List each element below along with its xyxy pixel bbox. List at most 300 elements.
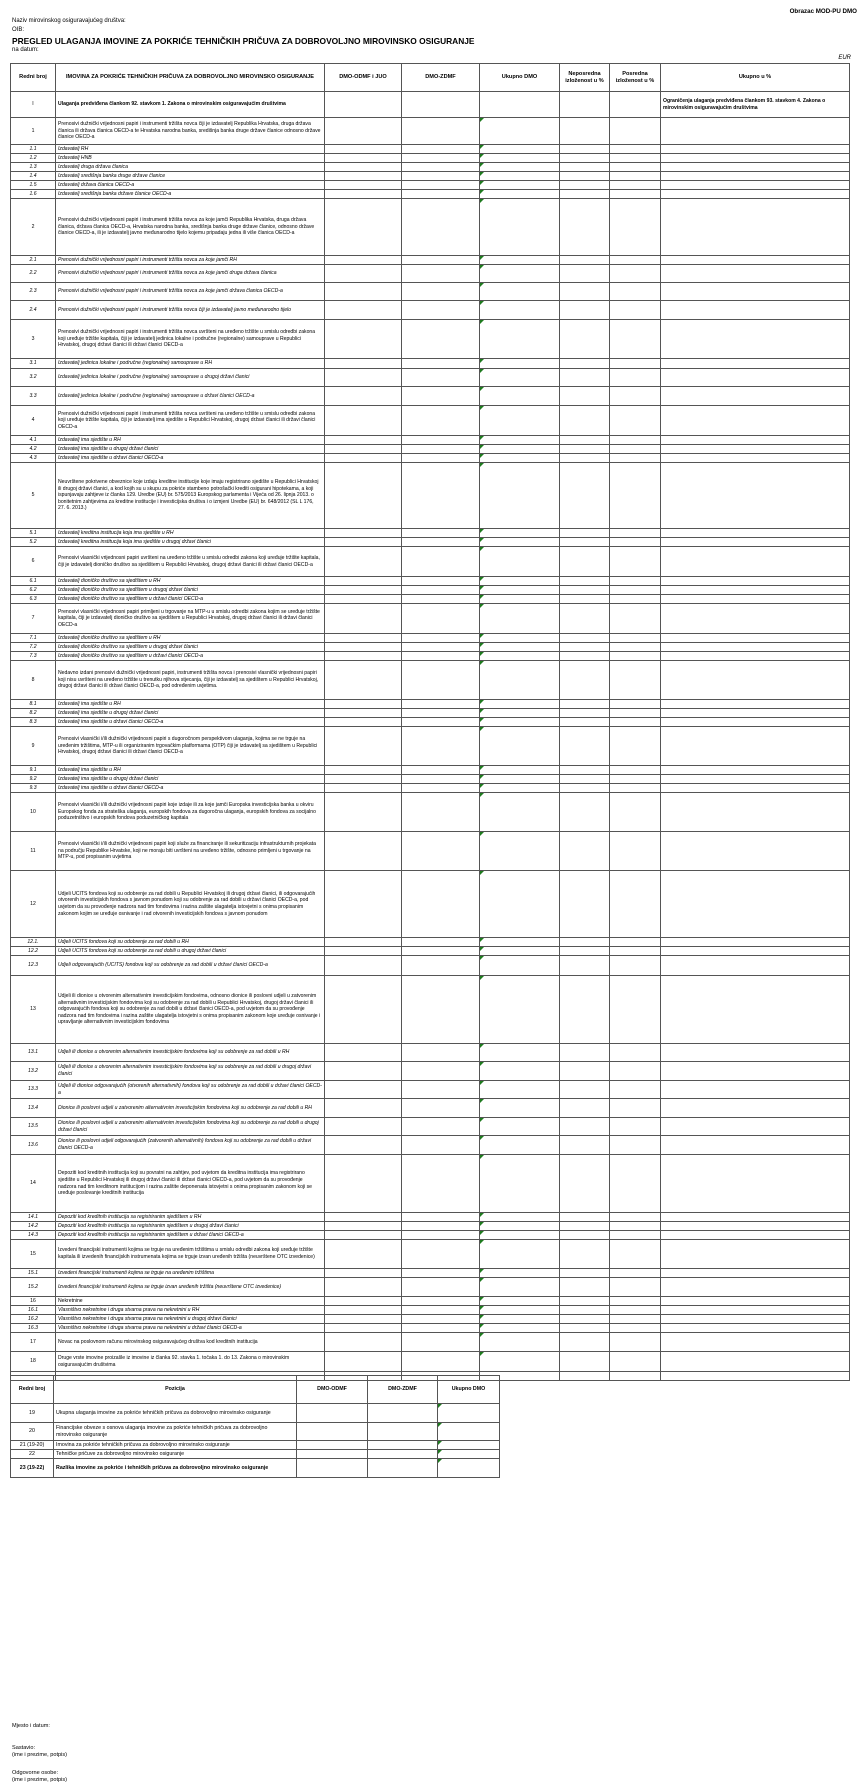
value-cell[interactable]: [560, 320, 610, 359]
value-cell[interactable]: [661, 406, 850, 436]
value-cell[interactable]: [480, 634, 560, 643]
value-cell[interactable]: [610, 359, 661, 369]
value-cell[interactable]: [480, 369, 560, 387]
value-cell[interactable]: [480, 283, 560, 301]
value-cell[interactable]: [610, 634, 661, 643]
value-cell[interactable]: [661, 265, 850, 283]
value-cell[interactable]: [610, 547, 661, 577]
value-cell[interactable]: [480, 387, 560, 406]
value-cell[interactable]: [661, 775, 850, 784]
value-cell[interactable]: [480, 1231, 560, 1240]
value-cell[interactable]: [610, 1213, 661, 1222]
value-cell[interactable]: [402, 956, 480, 976]
value-cell[interactable]: [325, 301, 402, 320]
value-cell[interactable]: [480, 652, 560, 661]
value-cell[interactable]: [402, 718, 480, 727]
value-cell[interactable]: [480, 586, 560, 595]
value-cell[interactable]: [661, 1099, 850, 1118]
value-cell[interactable]: [560, 406, 610, 436]
value-cell[interactable]: [661, 154, 850, 163]
value-cell[interactable]: [325, 92, 402, 118]
value-cell[interactable]: [661, 172, 850, 181]
value-cell[interactable]: [661, 1269, 850, 1278]
value-cell[interactable]: [402, 1155, 480, 1213]
value-cell[interactable]: [661, 718, 850, 727]
value-cell[interactable]: [325, 766, 402, 775]
value-cell[interactable]: [402, 1099, 480, 1118]
value-cell[interactable]: [402, 359, 480, 369]
value-cell[interactable]: [480, 145, 560, 154]
value-cell[interactable]: [560, 709, 610, 718]
value-cell[interactable]: [325, 976, 402, 1044]
value-cell[interactable]: [480, 947, 560, 956]
value-cell[interactable]: [560, 595, 610, 604]
value-cell[interactable]: [610, 256, 661, 265]
value-cell[interactable]: [402, 529, 480, 538]
value-cell[interactable]: [402, 652, 480, 661]
value-cell[interactable]: [402, 775, 480, 784]
value-cell[interactable]: [368, 1450, 438, 1459]
value-cell[interactable]: [661, 181, 850, 190]
value-cell[interactable]: [297, 1441, 368, 1450]
value-cell[interactable]: [610, 181, 661, 190]
value-cell[interactable]: [661, 359, 850, 369]
value-cell[interactable]: [610, 956, 661, 976]
value-cell[interactable]: [480, 604, 560, 634]
value-cell[interactable]: [402, 1222, 480, 1231]
value-cell[interactable]: [402, 92, 480, 118]
value-cell[interactable]: [560, 1306, 610, 1315]
value-cell[interactable]: [560, 1222, 610, 1231]
value-cell[interactable]: [610, 793, 661, 832]
value-cell[interactable]: [325, 1297, 402, 1306]
value-cell[interactable]: [560, 718, 610, 727]
value-cell[interactable]: [325, 661, 402, 700]
value-cell[interactable]: [325, 956, 402, 976]
value-cell[interactable]: [610, 661, 661, 700]
value-cell[interactable]: [402, 547, 480, 577]
value-cell[interactable]: [325, 832, 402, 871]
value-cell[interactable]: [610, 118, 661, 145]
value-cell[interactable]: [661, 454, 850, 463]
value-cell[interactable]: [325, 727, 402, 766]
value-cell[interactable]: [480, 406, 560, 436]
value-cell[interactable]: [610, 1306, 661, 1315]
value-cell[interactable]: [325, 1306, 402, 1315]
value-cell[interactable]: [480, 793, 560, 832]
value-cell[interactable]: [560, 1155, 610, 1213]
value-cell[interactable]: [402, 1044, 480, 1062]
value-cell[interactable]: [661, 1297, 850, 1306]
value-cell[interactable]: [402, 145, 480, 154]
value-cell[interactable]: [325, 359, 402, 369]
value-cell[interactable]: [480, 1155, 560, 1213]
value-cell[interactable]: [402, 118, 480, 145]
value-cell[interactable]: [610, 1099, 661, 1118]
value-cell[interactable]: [560, 727, 610, 766]
value-cell[interactable]: [325, 463, 402, 529]
value-cell[interactable]: [325, 387, 402, 406]
value-cell[interactable]: [368, 1423, 438, 1441]
value-cell[interactable]: [402, 463, 480, 529]
value-cell[interactable]: [480, 1213, 560, 1222]
value-cell[interactable]: [661, 529, 850, 538]
value-cell[interactable]: [480, 1044, 560, 1062]
value-cell[interactable]: [661, 976, 850, 1044]
value-cell[interactable]: [325, 604, 402, 634]
value-cell[interactable]: [325, 775, 402, 784]
value-cell[interactable]: [402, 976, 480, 1044]
value-cell[interactable]: [325, 709, 402, 718]
value-cell[interactable]: [480, 595, 560, 604]
value-cell[interactable]: [325, 947, 402, 956]
value-cell[interactable]: [610, 595, 661, 604]
value-cell[interactable]: [661, 1062, 850, 1081]
value-cell[interactable]: [610, 1081, 661, 1099]
value-cell[interactable]: [325, 445, 402, 454]
value-cell[interactable]: [610, 265, 661, 283]
value-cell[interactable]: [560, 283, 610, 301]
value-cell[interactable]: [610, 1333, 661, 1352]
value-cell[interactable]: [560, 1269, 610, 1278]
value-cell[interactable]: [610, 604, 661, 634]
value-cell[interactable]: [560, 163, 610, 172]
value-cell[interactable]: [480, 1240, 560, 1269]
value-cell[interactable]: [610, 454, 661, 463]
value-cell[interactable]: [661, 436, 850, 445]
value-cell[interactable]: [325, 1222, 402, 1231]
value-cell[interactable]: [325, 718, 402, 727]
value-cell[interactable]: [560, 256, 610, 265]
value-cell[interactable]: [560, 92, 610, 118]
value-cell[interactable]: [560, 359, 610, 369]
value-cell[interactable]: [661, 1213, 850, 1222]
value-cell[interactable]: [560, 547, 610, 577]
value-cell[interactable]: [560, 445, 610, 454]
value-cell[interactable]: [661, 604, 850, 634]
value-cell[interactable]: [560, 661, 610, 700]
value-cell[interactable]: [480, 1269, 560, 1278]
value-cell[interactable]: [402, 163, 480, 172]
value-cell[interactable]: [402, 1352, 480, 1372]
value-cell[interactable]: [325, 1269, 402, 1278]
value-cell[interactable]: [480, 359, 560, 369]
value-cell[interactable]: [480, 643, 560, 652]
value-cell[interactable]: [610, 436, 661, 445]
value-cell[interactable]: [402, 265, 480, 283]
value-cell[interactable]: [325, 1315, 402, 1324]
value-cell[interactable]: [560, 775, 610, 784]
value-cell[interactable]: [402, 938, 480, 947]
value-cell[interactable]: [610, 145, 661, 154]
value-cell[interactable]: [297, 1450, 368, 1459]
value-cell[interactable]: [368, 1441, 438, 1450]
value-cell[interactable]: [560, 369, 610, 387]
value-cell[interactable]: [560, 454, 610, 463]
value-cell[interactable]: [402, 586, 480, 595]
value-cell[interactable]: [610, 320, 661, 359]
value-cell[interactable]: [560, 604, 610, 634]
value-cell[interactable]: [610, 1231, 661, 1240]
value-cell[interactable]: [560, 1213, 610, 1222]
value-cell[interactable]: [402, 283, 480, 301]
value-cell[interactable]: [325, 1099, 402, 1118]
value-cell[interactable]: [402, 577, 480, 586]
value-cell[interactable]: [402, 436, 480, 445]
value-cell[interactable]: [402, 1297, 480, 1306]
value-cell[interactable]: [610, 938, 661, 947]
value-cell[interactable]: [480, 181, 560, 190]
value-cell[interactable]: [325, 1136, 402, 1155]
value-cell[interactable]: [480, 577, 560, 586]
value-cell[interactable]: [325, 938, 402, 947]
value-cell[interactable]: [661, 1081, 850, 1099]
value-cell[interactable]: [610, 718, 661, 727]
value-cell[interactable]: [661, 301, 850, 320]
value-cell[interactable]: [402, 1333, 480, 1352]
value-cell[interactable]: [661, 190, 850, 199]
value-cell[interactable]: [661, 283, 850, 301]
value-cell[interactable]: [661, 445, 850, 454]
value-cell[interactable]: [661, 118, 850, 145]
value-cell[interactable]: [560, 301, 610, 320]
value-cell[interactable]: [402, 1213, 480, 1222]
value-cell[interactable]: [402, 643, 480, 652]
value-cell[interactable]: [661, 1136, 850, 1155]
value-cell[interactable]: [610, 538, 661, 547]
value-cell[interactable]: [480, 529, 560, 538]
value-cell[interactable]: [661, 320, 850, 359]
value-cell[interactable]: [325, 320, 402, 359]
value-cell[interactable]: [610, 1297, 661, 1306]
value-cell[interactable]: [610, 283, 661, 301]
value-cell[interactable]: [661, 586, 850, 595]
value-cell[interactable]: [610, 1324, 661, 1333]
value-cell[interactable]: [402, 154, 480, 163]
value-cell[interactable]: [402, 172, 480, 181]
value-cell[interactable]: [480, 1324, 560, 1333]
value-cell[interactable]: [480, 1136, 560, 1155]
value-cell[interactable]: [480, 445, 560, 454]
value-cell[interactable]: [402, 700, 480, 709]
value-cell[interactable]: [661, 784, 850, 793]
value-cell[interactable]: [325, 1044, 402, 1062]
value-cell[interactable]: [368, 1459, 438, 1478]
value-cell[interactable]: [560, 643, 610, 652]
value-cell[interactable]: [325, 1213, 402, 1222]
value-cell[interactable]: [661, 1324, 850, 1333]
value-cell[interactable]: [325, 634, 402, 643]
value-cell[interactable]: [610, 1044, 661, 1062]
value-cell[interactable]: [480, 199, 560, 256]
value-cell[interactable]: [480, 256, 560, 265]
value-cell[interactable]: [402, 190, 480, 199]
value-cell[interactable]: [661, 577, 850, 586]
value-cell[interactable]: [402, 1278, 480, 1297]
value-cell[interactable]: [610, 709, 661, 718]
value-cell[interactable]: [560, 199, 610, 256]
value-cell[interactable]: [402, 1324, 480, 1333]
value-cell[interactable]: [661, 1240, 850, 1269]
value-cell[interactable]: [402, 766, 480, 775]
value-cell[interactable]: [560, 154, 610, 163]
value-cell[interactable]: [325, 577, 402, 586]
value-cell[interactable]: [325, 586, 402, 595]
value-cell[interactable]: [560, 1315, 610, 1324]
value-cell[interactable]: [560, 784, 610, 793]
value-cell[interactable]: [402, 181, 480, 190]
value-cell[interactable]: [560, 1297, 610, 1306]
value-cell[interactable]: [480, 1278, 560, 1297]
value-cell[interactable]: [402, 604, 480, 634]
value-cell[interactable]: [610, 775, 661, 784]
value-cell[interactable]: [661, 634, 850, 643]
value-cell[interactable]: [610, 577, 661, 586]
value-cell[interactable]: [480, 538, 560, 547]
value-cell[interactable]: [610, 199, 661, 256]
value-cell[interactable]: [610, 529, 661, 538]
value-cell[interactable]: [610, 463, 661, 529]
value-cell[interactable]: [325, 538, 402, 547]
value-cell[interactable]: [661, 387, 850, 406]
value-cell[interactable]: [402, 661, 480, 700]
value-cell[interactable]: [560, 538, 610, 547]
value-cell[interactable]: [661, 463, 850, 529]
value-cell[interactable]: [610, 871, 661, 938]
value-cell[interactable]: [480, 976, 560, 1044]
value-cell[interactable]: [480, 1222, 560, 1231]
value-cell[interactable]: [661, 709, 850, 718]
value-cell[interactable]: [402, 1269, 480, 1278]
value-cell[interactable]: [661, 1278, 850, 1297]
value-cell[interactable]: [325, 199, 402, 256]
value-cell[interactable]: [402, 1315, 480, 1324]
value-cell[interactable]: [560, 190, 610, 199]
value-cell[interactable]: [402, 301, 480, 320]
value-cell[interactable]: [480, 1297, 560, 1306]
value-cell[interactable]: [661, 1333, 850, 1352]
value-cell[interactable]: [661, 652, 850, 661]
value-cell[interactable]: [661, 1118, 850, 1136]
value-cell[interactable]: [661, 369, 850, 387]
value-cell[interactable]: [480, 301, 560, 320]
value-cell[interactable]: [661, 643, 850, 652]
value-cell[interactable]: [368, 1404, 438, 1423]
value-cell[interactable]: [661, 871, 850, 938]
value-cell[interactable]: [560, 1278, 610, 1297]
value-cell[interactable]: [325, 265, 402, 283]
value-cell[interactable]: [325, 1352, 402, 1372]
value-cell[interactable]: [560, 1062, 610, 1081]
value-cell[interactable]: [325, 529, 402, 538]
value-cell[interactable]: [325, 652, 402, 661]
value-cell[interactable]: [560, 1099, 610, 1118]
value-cell[interactable]: [480, 784, 560, 793]
value-cell[interactable]: [480, 163, 560, 172]
value-cell[interactable]: [402, 793, 480, 832]
value-cell[interactable]: [560, 956, 610, 976]
value-cell[interactable]: [480, 547, 560, 577]
value-cell[interactable]: [402, 784, 480, 793]
value-cell[interactable]: [402, 199, 480, 256]
value-cell[interactable]: [560, 976, 610, 1044]
value-cell[interactable]: [480, 463, 560, 529]
value-cell[interactable]: [560, 265, 610, 283]
value-cell[interactable]: [480, 709, 560, 718]
value-cell[interactable]: [438, 1441, 500, 1450]
value-cell[interactable]: [325, 454, 402, 463]
value-cell[interactable]: [661, 1231, 850, 1240]
value-cell[interactable]: [610, 1222, 661, 1231]
value-cell[interactable]: [661, 947, 850, 956]
value-cell[interactable]: [480, 1062, 560, 1081]
value-cell[interactable]: [325, 436, 402, 445]
value-cell[interactable]: [402, 727, 480, 766]
value-cell[interactable]: [661, 1315, 850, 1324]
value-cell[interactable]: [325, 145, 402, 154]
value-cell[interactable]: [480, 956, 560, 976]
value-cell[interactable]: [610, 369, 661, 387]
value-cell[interactable]: [402, 947, 480, 956]
value-cell[interactable]: [325, 172, 402, 181]
value-cell[interactable]: [402, 454, 480, 463]
value-cell[interactable]: [480, 832, 560, 871]
value-cell[interactable]: [402, 1306, 480, 1315]
value-cell[interactable]: [661, 766, 850, 775]
value-cell[interactable]: [402, 709, 480, 718]
value-cell[interactable]: [610, 387, 661, 406]
value-cell[interactable]: [480, 718, 560, 727]
value-cell[interactable]: [480, 727, 560, 766]
value-cell[interactable]: [480, 154, 560, 163]
value-cell[interactable]: [610, 1062, 661, 1081]
value-cell[interactable]: [480, 1333, 560, 1352]
value-cell[interactable]: [560, 947, 610, 956]
value-cell[interactable]: [560, 766, 610, 775]
value-cell[interactable]: [480, 1315, 560, 1324]
value-cell[interactable]: [480, 265, 560, 283]
value-cell[interactable]: [610, 445, 661, 454]
value-cell[interactable]: [661, 595, 850, 604]
value-cell[interactable]: [560, 1333, 610, 1352]
value-cell[interactable]: [610, 766, 661, 775]
value-cell[interactable]: [325, 1231, 402, 1240]
value-cell[interactable]: [402, 1118, 480, 1136]
value-cell[interactable]: [325, 871, 402, 938]
value-cell[interactable]: [402, 1081, 480, 1099]
value-cell[interactable]: [438, 1459, 500, 1478]
value-cell[interactable]: [402, 832, 480, 871]
value-cell[interactable]: [610, 586, 661, 595]
value-cell[interactable]: [480, 454, 560, 463]
value-cell[interactable]: [325, 1062, 402, 1081]
value-cell[interactable]: [480, 172, 560, 181]
value-cell[interactable]: [661, 1306, 850, 1315]
value-cell[interactable]: [402, 406, 480, 436]
value-cell[interactable]: [560, 577, 610, 586]
value-cell[interactable]: [560, 1136, 610, 1155]
value-cell[interactable]: [480, 1306, 560, 1315]
value-cell[interactable]: [325, 1081, 402, 1099]
value-cell[interactable]: [438, 1404, 500, 1423]
value-cell[interactable]: [661, 1352, 850, 1372]
value-cell[interactable]: [325, 118, 402, 145]
value-cell[interactable]: [325, 406, 402, 436]
value-cell[interactable]: [480, 700, 560, 709]
value-cell[interactable]: [560, 832, 610, 871]
value-cell[interactable]: [610, 406, 661, 436]
value-cell[interactable]: [480, 436, 560, 445]
